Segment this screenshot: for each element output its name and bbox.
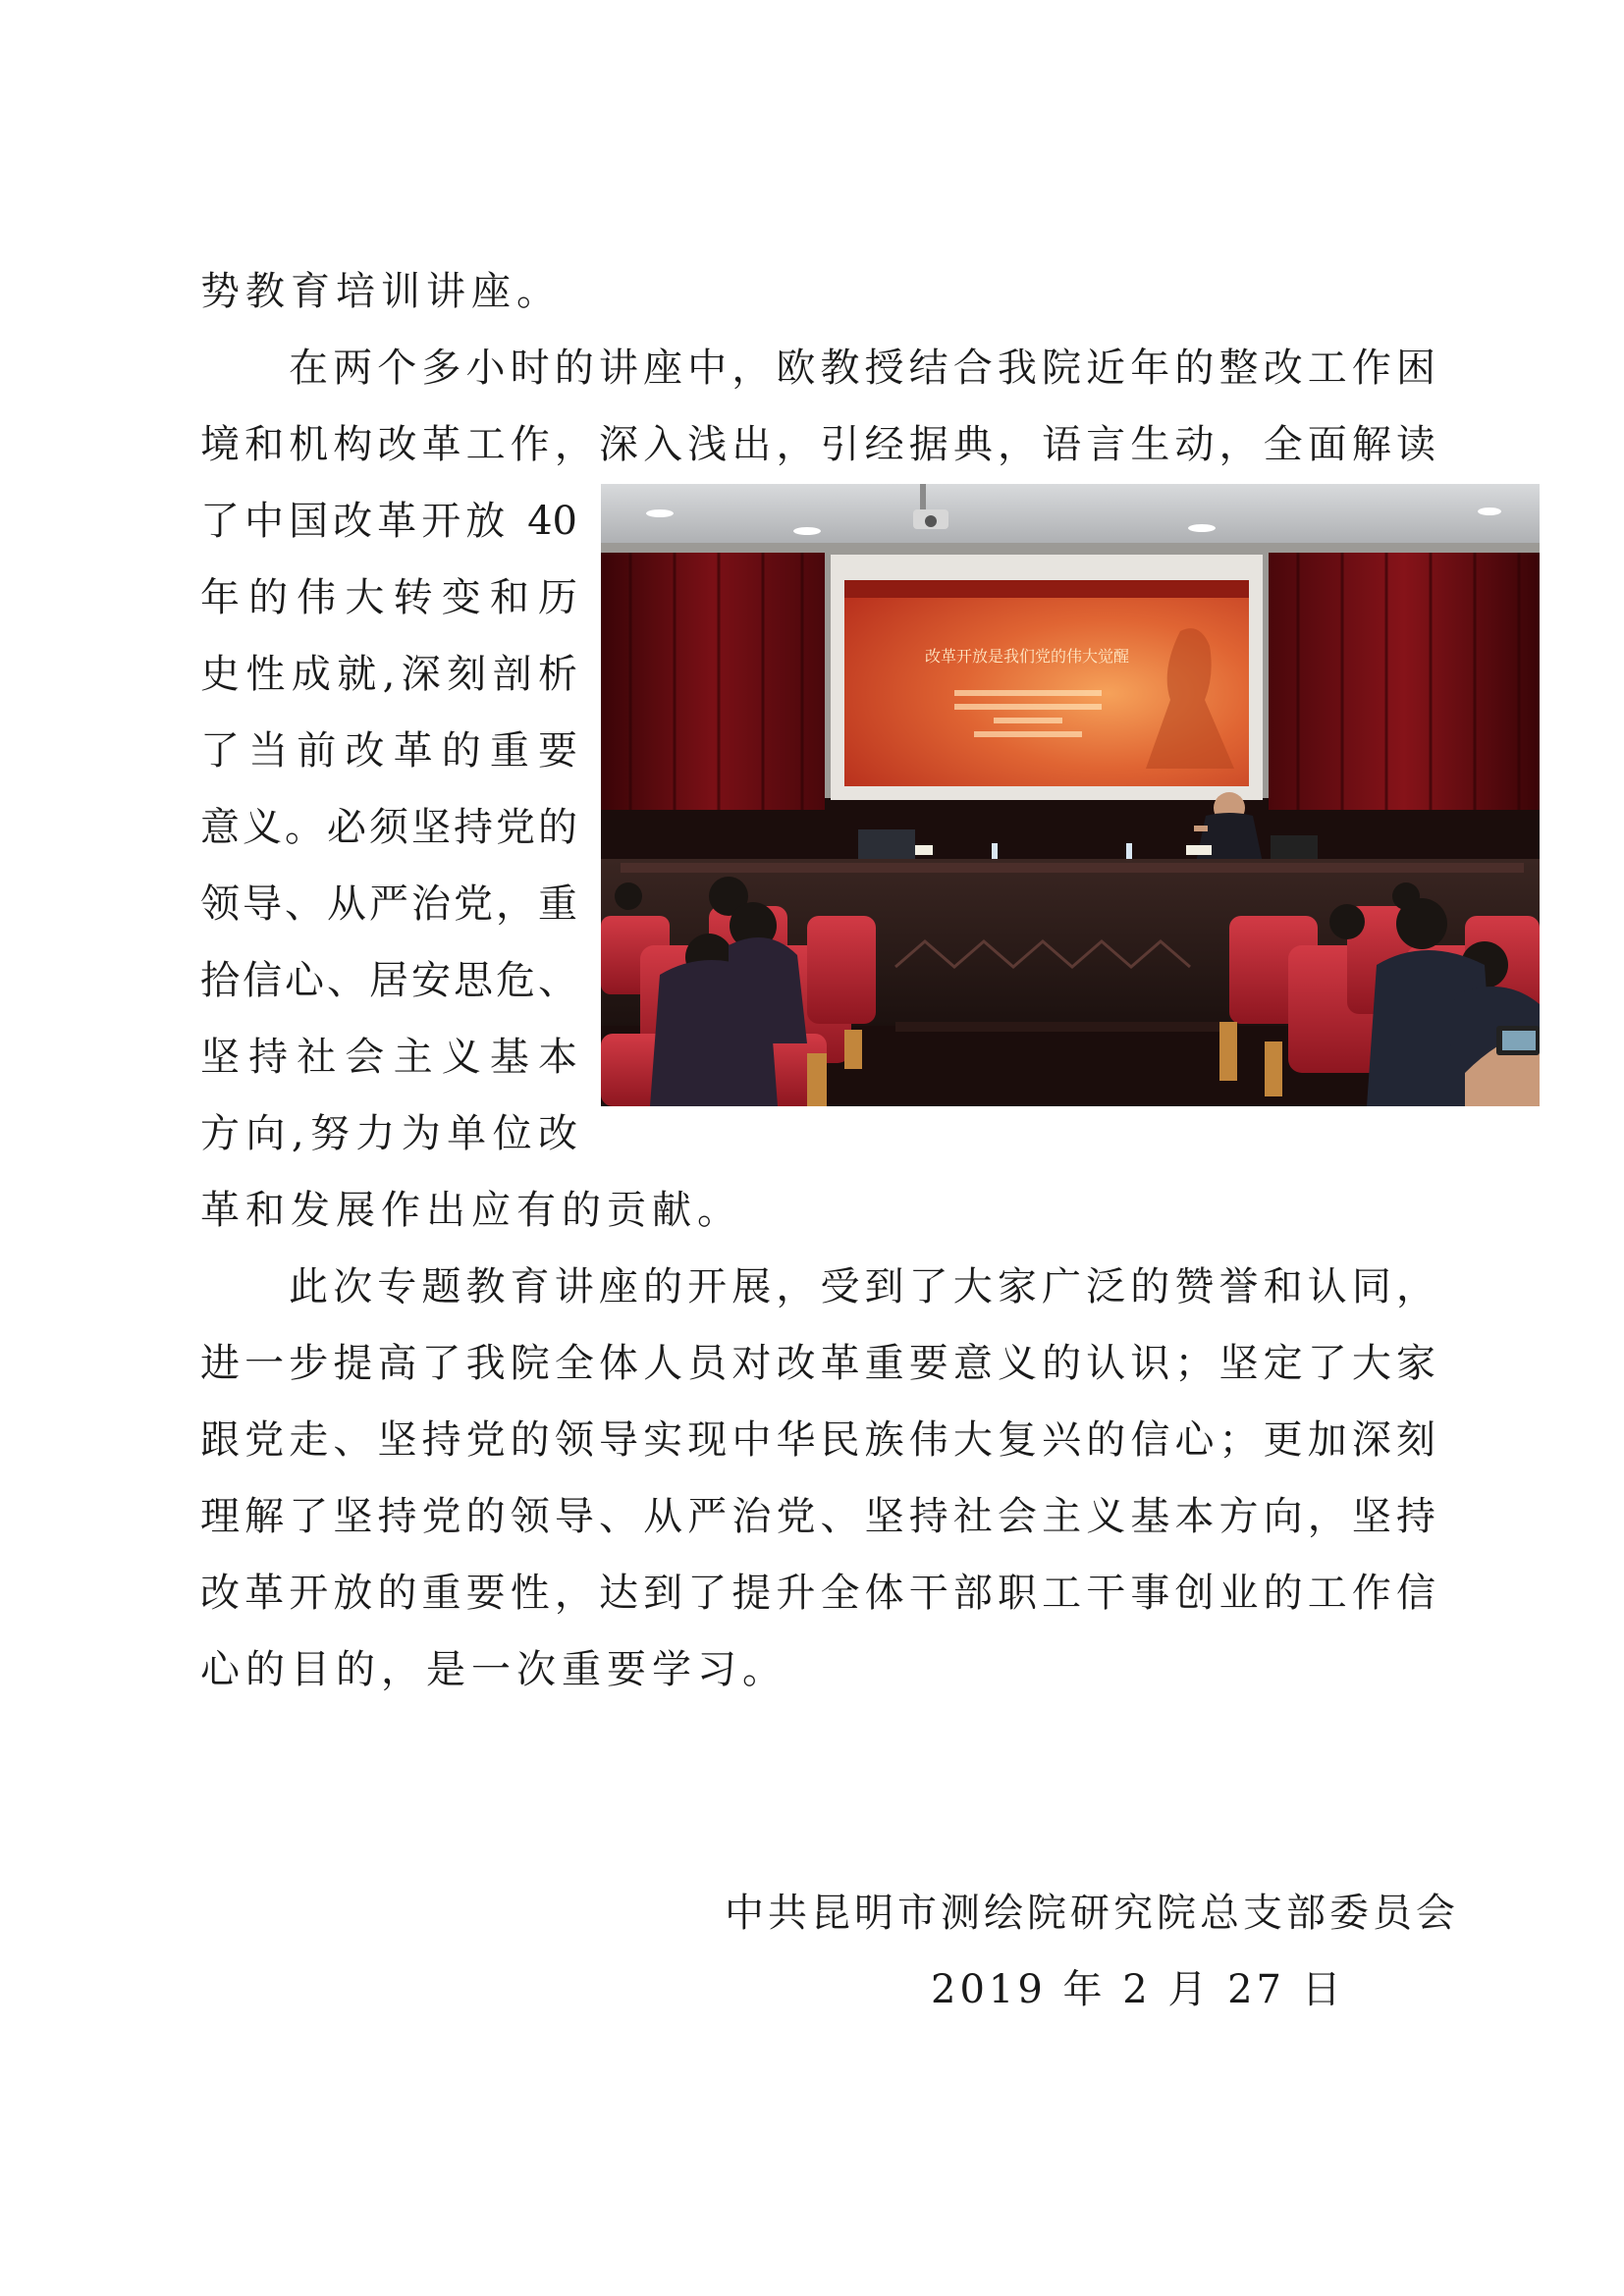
body-line: 跟党走、坚持党的领导实现中华民族伟大复兴的信心；更加深刻	[200, 1417, 1435, 1463]
body-line: 了当前改革的重要	[200, 728, 577, 774]
body-line: 了中国改革开放 40	[200, 499, 577, 544]
body-line: 坚持社会主义基本	[200, 1035, 577, 1080]
body-line: 势教育培训讲座。	[200, 269, 562, 314]
body-line: 领导、从严治党，重	[200, 881, 577, 927]
body-line: 意义。必须坚持党的	[200, 805, 577, 850]
body-line: 境和机构改革工作，深入浅出，引经据典，语言生动，全面解读	[200, 422, 1435, 467]
signature-organization: 中共昆明市测绘院研究院总支部委员会	[725, 1891, 1459, 1936]
body-line: 革和发展作出应有的贡献。	[200, 1188, 742, 1233]
body-line: 史性成就,深刻剖析	[200, 652, 577, 697]
lecture-photo	[601, 484, 1540, 1106]
body-line: 年的伟大转变和历	[200, 575, 577, 620]
body-line: 拾信心、居安思危、	[200, 958, 577, 1003]
body-line: 进一步提高了我院全体人员对改革重要意义的认识；坚定了大家	[200, 1341, 1435, 1386]
body-line: 理解了坚持党的领导、从严治党、坚持社会主义基本方向，坚持	[200, 1494, 1435, 1539]
body-line: 改革开放的重要性，达到了提升全体干部职工干事创业的工作信	[200, 1571, 1435, 1616]
body-line: 方向,努力为单位改	[200, 1111, 577, 1156]
paragraph-start-line: 在两个多小时的讲座中，欧教授结合我院近年的整改工作困	[289, 346, 1435, 391]
paragraph-start-line: 此次专题教育讲座的开展，受到了大家广泛的赞誉和认同，	[289, 1264, 1435, 1309]
screen-title: 改革开放是我们党的伟大觉醒	[925, 649, 1130, 666]
signature-date: 2019 年 2 月 27 日	[931, 1967, 1345, 2012]
body-line: 心的目的，是一次重要学习。	[200, 1647, 787, 1692]
